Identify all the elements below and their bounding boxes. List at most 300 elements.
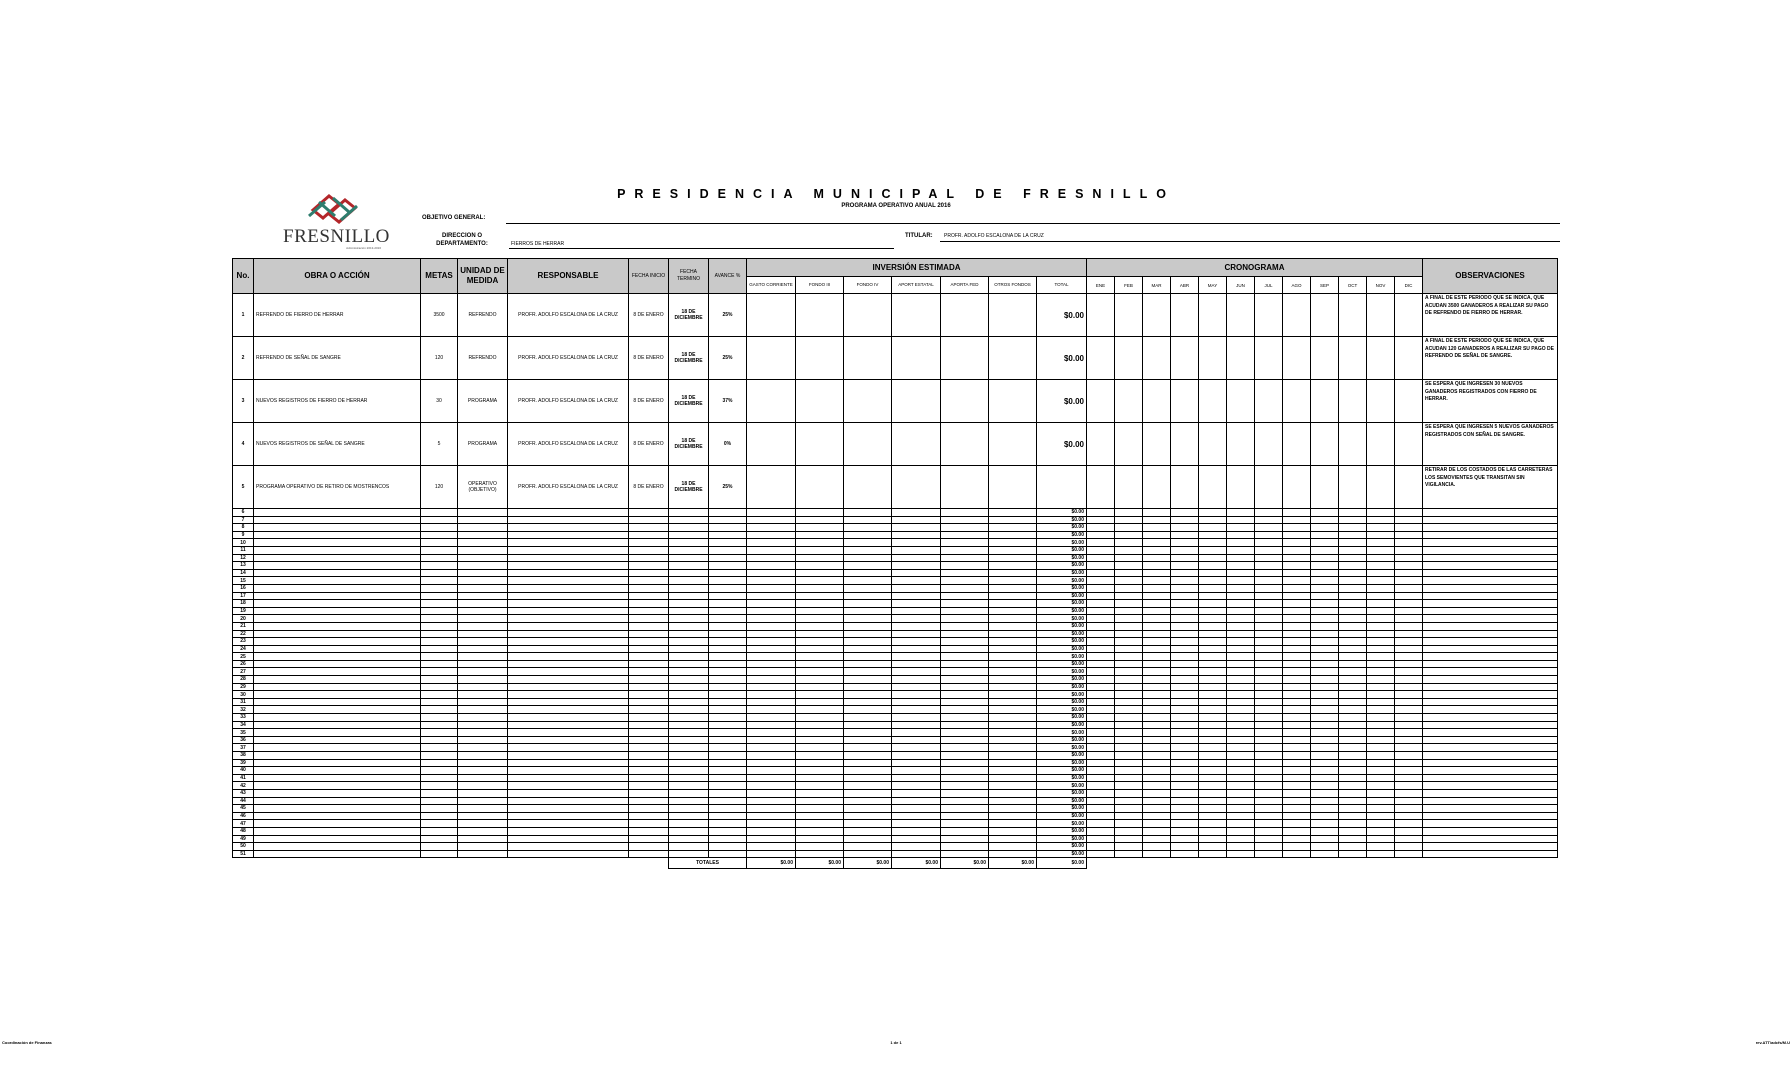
- empty-cell: [629, 546, 669, 554]
- empty-cell: [796, 622, 844, 630]
- month-cell: [1227, 767, 1255, 775]
- month-cell: [1171, 660, 1199, 668]
- month-cell: [1395, 607, 1423, 615]
- empty-cell: [421, 706, 458, 714]
- month-cell: [1087, 691, 1115, 699]
- empty-cell: [669, 767, 709, 775]
- empty-cell: [458, 835, 508, 843]
- empty-cell: [892, 509, 941, 517]
- month-cell: [1199, 843, 1227, 851]
- empty-cell: [989, 698, 1037, 706]
- month-cell: [1339, 698, 1367, 706]
- inv-subheader: TOTAL: [1037, 277, 1087, 294]
- month-cell: [1143, 577, 1171, 585]
- empty-cell: [254, 850, 421, 858]
- empty-cell: [844, 721, 892, 729]
- month-cell: [1199, 797, 1227, 805]
- month-cell: [1339, 835, 1367, 843]
- empty-cell: [629, 539, 669, 547]
- empty-cell: [458, 744, 508, 752]
- month-cell: [1087, 653, 1115, 661]
- month-cell: [1395, 592, 1423, 600]
- month-cell: [1367, 337, 1395, 380]
- empty-cell: [254, 554, 421, 562]
- month-cell: [1339, 691, 1367, 699]
- month-cell: [1143, 789, 1171, 797]
- empty-cell: [458, 843, 508, 851]
- inv-subheader: FONDO IV: [844, 277, 892, 294]
- month-cell: [1283, 546, 1311, 554]
- month-cell: [1339, 600, 1367, 608]
- month-cell: [1115, 759, 1143, 767]
- inv-cell: [941, 380, 989, 423]
- row-obra: REFRENDO DE FIERRO DE HERRAR: [254, 294, 421, 337]
- month-cell: [1339, 752, 1367, 760]
- month-cell: [1395, 509, 1423, 517]
- row-avance: 25%: [709, 466, 747, 509]
- month-cell: [1115, 721, 1143, 729]
- row-no: 37: [233, 744, 254, 752]
- empty-cell: [892, 782, 941, 790]
- empty-cell: [892, 805, 941, 813]
- empty-cell: [669, 653, 709, 661]
- footer-right: rev.ATT/adcfs/M.U: [1755, 1040, 1790, 1045]
- month-cell: [1339, 337, 1367, 380]
- empty-cell: [796, 584, 844, 592]
- month-cell: [1283, 630, 1311, 638]
- inv-cell: [892, 466, 941, 509]
- empty-cell: [669, 691, 709, 699]
- month-cell: [1087, 714, 1115, 722]
- month-cell: [1171, 835, 1199, 843]
- month-cell: [1199, 660, 1227, 668]
- row-total: $0.00: [1037, 812, 1087, 820]
- empty-cell: [254, 516, 421, 524]
- month-cell: [1283, 691, 1311, 699]
- month-cell: [1143, 759, 1171, 767]
- empty-cell: [254, 509, 421, 517]
- empty-cell: [747, 630, 796, 638]
- row-responsable: PROFR. ADOLFO ESCALONA DE LA CRUZ: [508, 337, 629, 380]
- row-total: $0.00: [1037, 546, 1087, 554]
- empty-cell: [747, 714, 796, 722]
- direccion-label-2: DEPARTAMENTO:: [436, 241, 488, 247]
- month-cell: [1199, 294, 1227, 337]
- row-total: [1037, 466, 1087, 509]
- empty-cell: [629, 676, 669, 684]
- empty-cell: [844, 843, 892, 851]
- month-cell: [1143, 676, 1171, 684]
- obs-cell: [1423, 554, 1558, 562]
- row-observaciones: A FINAL DE ESTE PERIODO QUE SE INDICA, QUE ACUDAN 120 GANADEROS A REALIZAR SU PAGO DE REFRENDO DE SEÑAL DE SANGRE.: [1423, 337, 1558, 380]
- month-cell: [1367, 630, 1395, 638]
- month-cell: [1367, 759, 1395, 767]
- empty-cell: [892, 797, 941, 805]
- month-cell: [1283, 820, 1311, 828]
- obs-cell: [1423, 835, 1558, 843]
- table-row: [233, 562, 1558, 570]
- month-cell: [1283, 676, 1311, 684]
- month-cell: [1087, 797, 1115, 805]
- row-total: $0.00: [1037, 294, 1087, 337]
- empty-cell: [508, 676, 629, 684]
- month-cell: [1227, 524, 1255, 532]
- row-responsable: PROFR. ADOLFO ESCALONA DE LA CRUZ: [508, 294, 629, 337]
- month-cell: [1227, 423, 1255, 466]
- month-cell: [1395, 660, 1423, 668]
- month-cell: [1087, 294, 1115, 337]
- empty-cell: [669, 683, 709, 691]
- month-cell: [1087, 337, 1115, 380]
- month-cell: [1199, 653, 1227, 661]
- month-cell: [1227, 668, 1255, 676]
- month-cell: [1143, 562, 1171, 570]
- month-cell: [1115, 805, 1143, 813]
- totals-value: $0.00: [1037, 858, 1087, 869]
- empty-cell: [669, 752, 709, 760]
- row-no: 40: [233, 767, 254, 775]
- month-cell: [1171, 782, 1199, 790]
- empty-cell: [421, 714, 458, 722]
- empty-cell: [458, 615, 508, 623]
- row-no: 50: [233, 843, 254, 851]
- month-cell: [1395, 683, 1423, 691]
- blank-cell: [1255, 858, 1283, 869]
- month-cell: [1311, 380, 1339, 423]
- month-cell: [1283, 721, 1311, 729]
- table-row: [233, 584, 1558, 592]
- inv-cell: [989, 380, 1037, 423]
- row-total: $0.00: [1037, 767, 1087, 775]
- col-header-fecha-termino: FECHA TERMINO: [669, 259, 709, 294]
- table-row: [233, 736, 1558, 744]
- month-cell: [1143, 698, 1171, 706]
- obs-cell: [1423, 736, 1558, 744]
- month-cell: [1339, 554, 1367, 562]
- month-cell: [1283, 584, 1311, 592]
- table-row: [233, 615, 1558, 623]
- obs-cell: [1423, 562, 1558, 570]
- empty-cell: [941, 812, 989, 820]
- month-header: MAY: [1199, 277, 1227, 294]
- table-row: [233, 721, 1558, 729]
- obs-cell: [1423, 850, 1558, 858]
- month-cell: [1143, 752, 1171, 760]
- month-cell: [1255, 524, 1283, 532]
- month-cell: [1115, 524, 1143, 532]
- month-cell: [1339, 774, 1367, 782]
- row-unidad: PROGRAMA: [458, 380, 508, 423]
- month-cell: [1143, 660, 1171, 668]
- empty-cell: [892, 767, 941, 775]
- month-cell: [1087, 835, 1115, 843]
- empty-cell: [989, 797, 1037, 805]
- month-cell: [1395, 706, 1423, 714]
- empty-cell: [508, 554, 629, 562]
- month-cell: [1283, 622, 1311, 630]
- month-cell: [1395, 789, 1423, 797]
- month-cell: [1395, 752, 1423, 760]
- row-no: 42: [233, 782, 254, 790]
- empty-cell: [421, 812, 458, 820]
- empty-cell: [941, 569, 989, 577]
- month-cell: [1087, 577, 1115, 585]
- empty-cell: [709, 827, 747, 835]
- empty-cell: [458, 797, 508, 805]
- blank-cell: [233, 858, 254, 869]
- month-cell: [1311, 714, 1339, 722]
- empty-cell: [421, 759, 458, 767]
- empty-cell: [941, 774, 989, 782]
- empty-cell: [629, 615, 669, 623]
- empty-cell: [709, 797, 747, 805]
- month-cell: [1115, 683, 1143, 691]
- month-cell: [1199, 714, 1227, 722]
- empty-cell: [709, 531, 747, 539]
- empty-cell: [629, 706, 669, 714]
- empty-cell: [669, 660, 709, 668]
- empty-cell: [796, 645, 844, 653]
- row-total: $0.00: [1037, 676, 1087, 684]
- month-cell: [1115, 516, 1143, 524]
- empty-cell: [747, 789, 796, 797]
- empty-cell: [709, 630, 747, 638]
- month-cell: [1255, 820, 1283, 828]
- row-no: 49: [233, 835, 254, 843]
- empty-cell: [892, 524, 941, 532]
- month-cell: [1283, 531, 1311, 539]
- empty-cell: [254, 660, 421, 668]
- empty-cell: [796, 797, 844, 805]
- empty-cell: [458, 531, 508, 539]
- empty-cell: [747, 638, 796, 646]
- month-cell: [1087, 645, 1115, 653]
- month-cell: [1283, 714, 1311, 722]
- month-cell: [1395, 744, 1423, 752]
- month-cell: [1199, 531, 1227, 539]
- inv-cell: [796, 294, 844, 337]
- inv-cell: [941, 294, 989, 337]
- empty-cell: [254, 668, 421, 676]
- empty-cell: [508, 805, 629, 813]
- month-cell: [1367, 827, 1395, 835]
- empty-cell: [892, 676, 941, 684]
- empty-cell: [796, 546, 844, 554]
- row-no: 34: [233, 721, 254, 729]
- empty-cell: [989, 607, 1037, 615]
- month-cell: [1311, 797, 1339, 805]
- month-cell: [1255, 600, 1283, 608]
- empty-cell: [508, 736, 629, 744]
- row-no: 21: [233, 622, 254, 630]
- row-unidad: REFRENDO: [458, 337, 508, 380]
- empty-cell: [747, 729, 796, 737]
- blank-cell: [1087, 858, 1115, 869]
- month-cell: [1255, 812, 1283, 820]
- month-cell: [1311, 592, 1339, 600]
- row-no: 18: [233, 600, 254, 608]
- empty-cell: [892, 516, 941, 524]
- obs-cell: [1423, 752, 1558, 760]
- month-cell: [1367, 607, 1395, 615]
- month-cell: [1171, 729, 1199, 737]
- empty-cell: [747, 653, 796, 661]
- inv-cell: [747, 423, 796, 466]
- empty-cell: [747, 850, 796, 858]
- month-cell: [1395, 843, 1423, 851]
- month-cell: [1311, 706, 1339, 714]
- empty-cell: [747, 577, 796, 585]
- empty-cell: [941, 660, 989, 668]
- month-cell: [1087, 698, 1115, 706]
- empty-cell: [669, 850, 709, 858]
- month-cell: [1367, 562, 1395, 570]
- empty-cell: [892, 729, 941, 737]
- row-fecha-termino: 18 DE DICIEMBRE: [669, 380, 709, 423]
- empty-cell: [254, 584, 421, 592]
- empty-cell: [669, 531, 709, 539]
- row-total: $0.00: [1037, 660, 1087, 668]
- month-cell: [1199, 645, 1227, 653]
- empty-cell: [508, 850, 629, 858]
- table-row: [233, 569, 1558, 577]
- empty-cell: [421, 691, 458, 699]
- month-cell: [1227, 607, 1255, 615]
- empty-cell: [421, 797, 458, 805]
- obs-cell: [1423, 509, 1558, 517]
- empty-cell: [844, 668, 892, 676]
- inv-cell: [892, 294, 941, 337]
- empty-cell: [669, 630, 709, 638]
- empty-cell: [254, 569, 421, 577]
- inv-cell: [989, 466, 1037, 509]
- obs-cell: [1423, 729, 1558, 737]
- month-cell: [1199, 337, 1227, 380]
- empty-cell: [421, 843, 458, 851]
- month-cell: [1171, 569, 1199, 577]
- empty-cell: [892, 843, 941, 851]
- row-no: 31: [233, 698, 254, 706]
- month-cell: [1339, 577, 1367, 585]
- empty-cell: [421, 509, 458, 517]
- row-fecha-inicio: 8 DE ENERO: [629, 294, 669, 337]
- month-cell: [1311, 645, 1339, 653]
- empty-cell: [989, 759, 1037, 767]
- poa-table: [232, 258, 1558, 869]
- month-cell: [1367, 691, 1395, 699]
- month-cell: [1087, 466, 1115, 509]
- month-header: OCT: [1339, 277, 1367, 294]
- empty-cell: [747, 645, 796, 653]
- obs-cell: [1423, 660, 1558, 668]
- month-cell: [1311, 562, 1339, 570]
- empty-cell: [508, 797, 629, 805]
- empty-cell: [508, 562, 629, 570]
- inv-cell: [941, 423, 989, 466]
- empty-cell: [254, 789, 421, 797]
- month-cell: [1367, 782, 1395, 790]
- month-cell: [1227, 380, 1255, 423]
- row-no: 17: [233, 592, 254, 600]
- table-row: [233, 546, 1558, 554]
- month-cell: [1171, 554, 1199, 562]
- obs-cell: [1423, 600, 1558, 608]
- empty-cell: [892, 744, 941, 752]
- empty-cell: [254, 752, 421, 760]
- month-cell: [1283, 509, 1311, 517]
- empty-cell: [989, 668, 1037, 676]
- blank-cell: [1311, 858, 1339, 869]
- empty-cell: [629, 721, 669, 729]
- empty-cell: [941, 607, 989, 615]
- empty-cell: [989, 683, 1037, 691]
- empty-cell: [709, 509, 747, 517]
- month-header: NOV: [1367, 277, 1395, 294]
- empty-cell: [941, 759, 989, 767]
- month-cell: [1087, 516, 1115, 524]
- empty-cell: [669, 698, 709, 706]
- empty-cell: [458, 752, 508, 760]
- empty-cell: [747, 820, 796, 828]
- empty-cell: [709, 812, 747, 820]
- month-cell: [1143, 812, 1171, 820]
- obs-cell: [1423, 744, 1558, 752]
- row-total: $0.00: [1037, 509, 1087, 517]
- month-cell: [1087, 721, 1115, 729]
- month-cell: [1255, 721, 1283, 729]
- month-cell: [1227, 630, 1255, 638]
- month-cell: [1115, 668, 1143, 676]
- month-cell: [1087, 592, 1115, 600]
- row-no: 7: [233, 516, 254, 524]
- empty-cell: [892, 531, 941, 539]
- month-cell: [1171, 767, 1199, 775]
- month-cell: [1255, 577, 1283, 585]
- month-cell: [1255, 554, 1283, 562]
- month-cell: [1115, 797, 1143, 805]
- obs-cell: [1423, 592, 1558, 600]
- empty-cell: [747, 744, 796, 752]
- empty-cell: [844, 835, 892, 843]
- month-cell: [1115, 820, 1143, 828]
- empty-cell: [709, 584, 747, 592]
- month-cell: [1339, 736, 1367, 744]
- month-cell: [1115, 294, 1143, 337]
- month-cell: [1115, 615, 1143, 623]
- empty-cell: [796, 562, 844, 570]
- empty-cell: [421, 752, 458, 760]
- empty-cell: [892, 562, 941, 570]
- inv-cell: [892, 380, 941, 423]
- month-cell: [1087, 630, 1115, 638]
- month-cell: [1339, 706, 1367, 714]
- empty-cell: [844, 638, 892, 646]
- month-cell: [1283, 736, 1311, 744]
- empty-cell: [796, 615, 844, 623]
- row-fecha-inicio: 8 DE ENERO: [629, 466, 669, 509]
- month-cell: [1395, 577, 1423, 585]
- empty-cell: [709, 805, 747, 813]
- month-cell: [1087, 827, 1115, 835]
- empty-cell: [709, 539, 747, 547]
- empty-cell: [747, 752, 796, 760]
- empty-cell: [796, 759, 844, 767]
- empty-cell: [421, 524, 458, 532]
- empty-cell: [508, 714, 629, 722]
- empty-cell: [796, 714, 844, 722]
- empty-cell: [629, 714, 669, 722]
- empty-cell: [892, 827, 941, 835]
